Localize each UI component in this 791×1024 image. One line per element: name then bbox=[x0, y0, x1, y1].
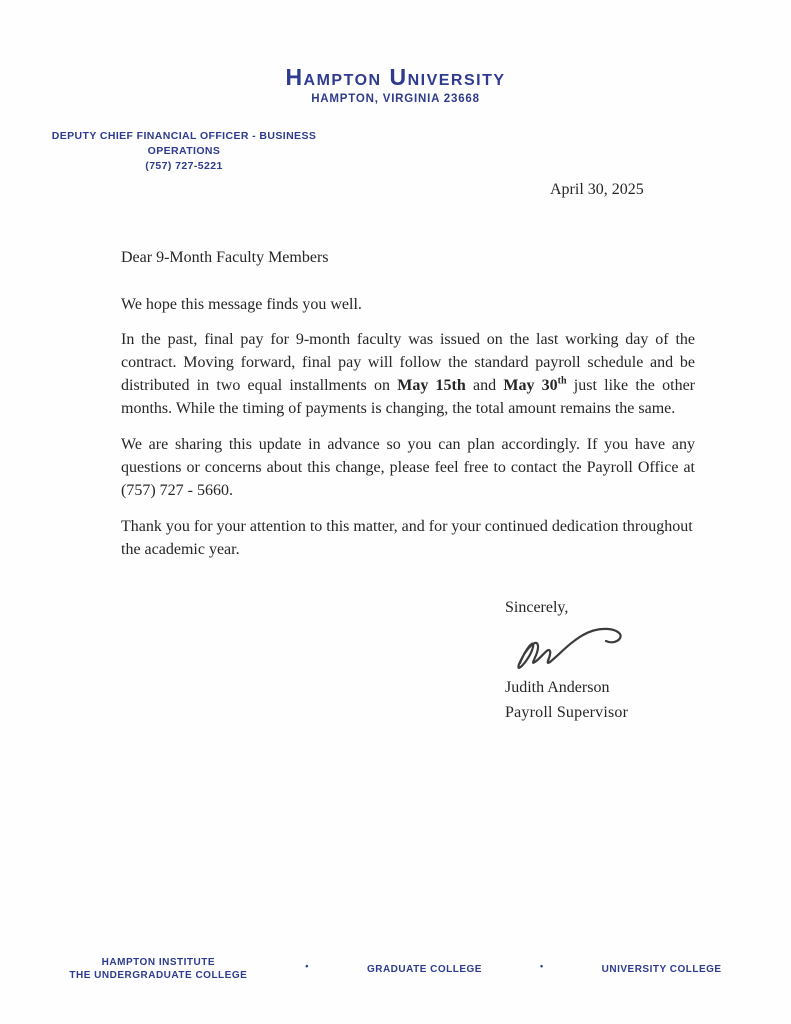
paragraph-greeting: We hope this message finds you well. bbox=[121, 296, 362, 313]
signature-scribble bbox=[507, 622, 629, 674]
letterhead bbox=[0, 64, 791, 105]
bullet-separator: • bbox=[305, 960, 309, 971]
valediction: Sincerely, bbox=[505, 599, 569, 616]
paragraph-payroll-change-tail: just like the other months. While the timing of payments is changing, the total amount remains the same. bbox=[121, 377, 696, 417]
office-title: DEPUTY CHIEF FINANCIAL OFFICER - BUSINESS OPERATIONS bbox=[51, 130, 317, 157]
closing-block bbox=[505, 596, 629, 725]
bullet-separator: • bbox=[539, 960, 544, 971]
footer-hampton-institute-line2: THE UNDERGRADUATE COLLEGE bbox=[69, 970, 248, 981]
bold-may-30-suffix: th bbox=[557, 375, 567, 387]
footer-graduate-college: GRADUATE COLLEGE bbox=[366, 963, 482, 975]
signer-name: Judith Anderson bbox=[505, 679, 610, 696]
paragraph-thanks: Thank you for your attention to this matter, and for your continued dedication throughout the academic year. bbox=[121, 518, 693, 558]
footer-university-college: UNIVERSITY COLLEGE bbox=[601, 963, 722, 975]
university-name: Hampton University bbox=[285, 64, 506, 90]
signer-title: Payroll Supervisor bbox=[505, 704, 629, 721]
paragraph-payroll-change bbox=[121, 328, 695, 420]
paragraph-payroll-change-lead: In the past, final pay for 9-month faculty was issued on the last working day of the contract. Moving forward, final pay will follow the standard payroll schedule and be distributed in two equal installments on bbox=[121, 331, 695, 394]
paragraph-advance-notice: We are sharing this update in advance so you can plan accordingly. If you have any questions or concerns about this change, please feel free to contact the Payroll Office at (757) 727 - 5660. bbox=[121, 436, 695, 499]
office-block bbox=[26, 129, 342, 174]
footer-hampton-institute-line1: HAMPTON INSTITUTE bbox=[101, 957, 215, 968]
paragraph-payroll-change-mid: and bbox=[465, 377, 504, 394]
footer-hampton-institute bbox=[69, 956, 247, 982]
letter-body bbox=[121, 246, 695, 574]
bold-may-30 bbox=[503, 377, 566, 394]
office-phone: (757) 727-5221 bbox=[145, 160, 223, 172]
bold-may-30-number: May 30 bbox=[503, 377, 558, 394]
salutation: Dear 9-Month Faculty Members bbox=[121, 249, 329, 266]
bold-may-15: May 15th bbox=[397, 377, 466, 394]
university-address: HAMPTON, VIRGINIA 23668 bbox=[311, 93, 480, 105]
letter-date: April 30, 2025 bbox=[550, 181, 644, 198]
footer-colleges bbox=[0, 956, 791, 982]
